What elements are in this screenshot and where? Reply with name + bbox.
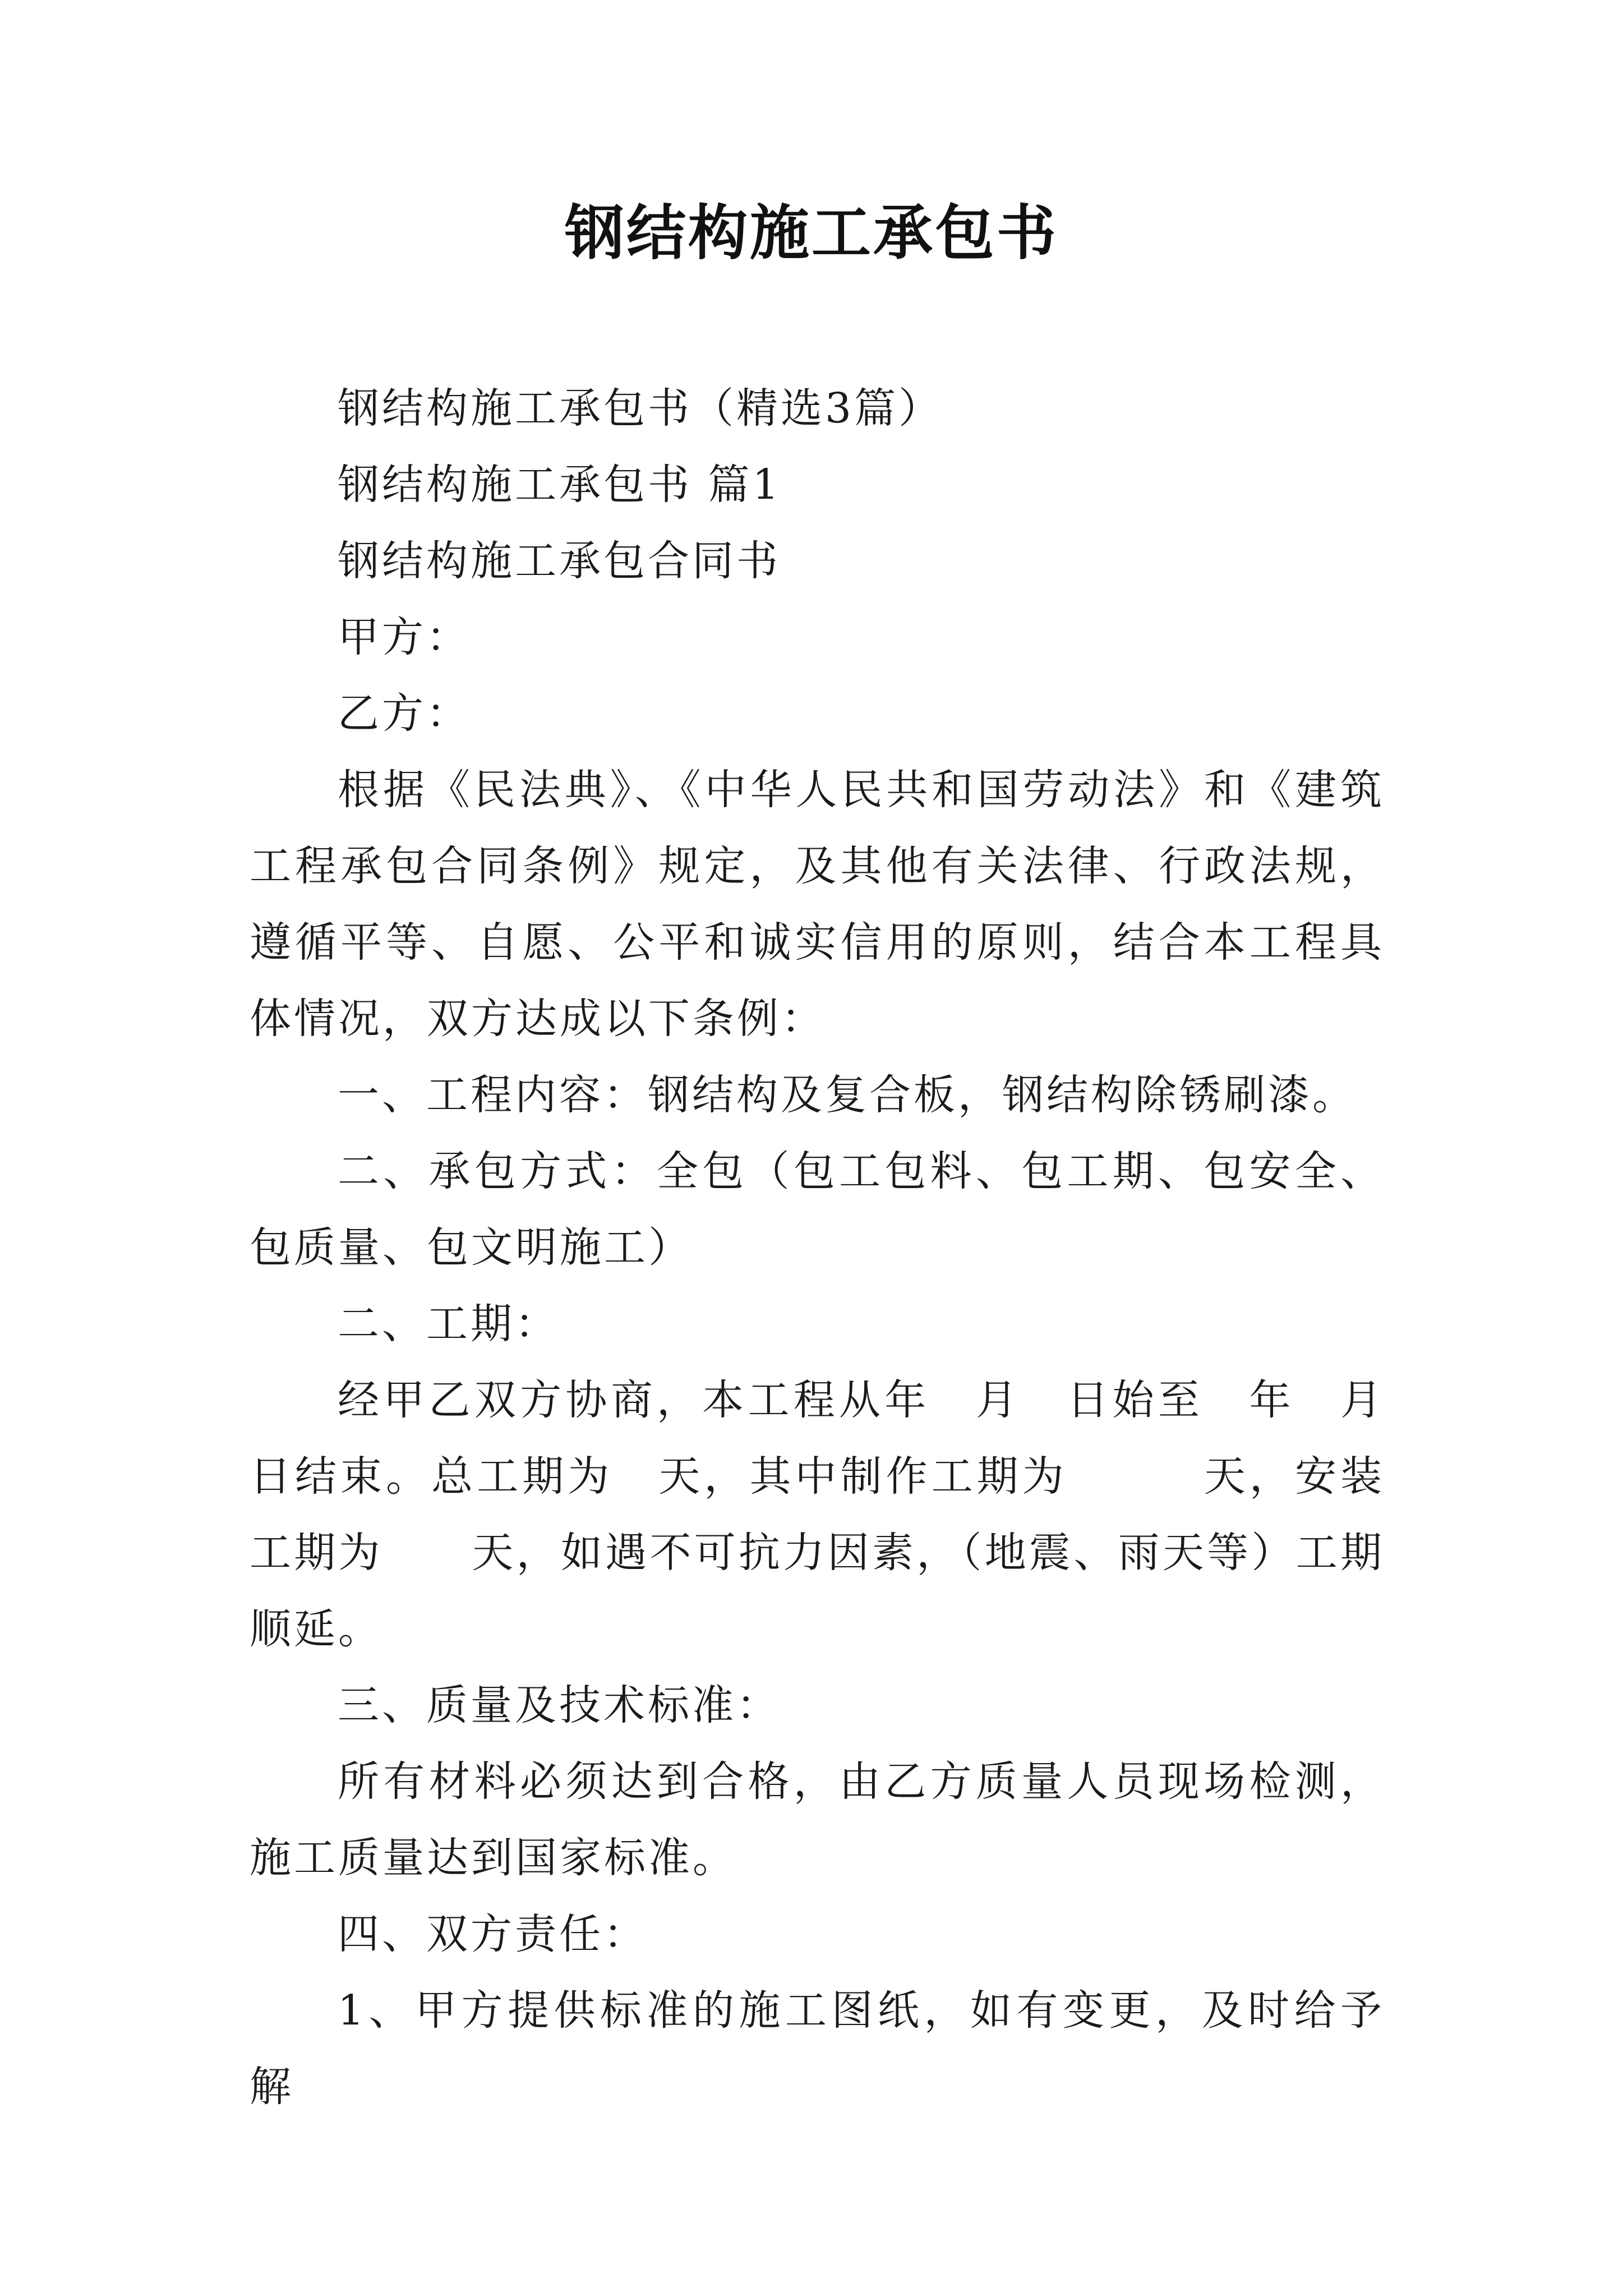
paragraph-subtitle: 钢结构施工承包书（精选3篇） — [338, 384, 943, 432]
paragraph-quality-heading: 三、质量及技术标准： — [338, 1681, 781, 1729]
paragraph-party-a: 甲方： — [338, 613, 471, 661]
paragraph-quality: 所有材料必须达到合格，由乙方质量人员现场检测，施工质量达到国家标准。 — [250, 1757, 1385, 1882]
document-title: 钢结构施工承包书 — [565, 197, 1058, 268]
document-body — [250, 370, 1429, 2125]
paragraph-responsibility-1: 1、甲方提供标准的施工图纸，如有变更，及时给予解 — [250, 1986, 1385, 2111]
paragraph-legal-basis: 根据《民法典》、《中华人民共和国劳动法》和《建筑工程承包合同条例》规定，及其他有关法律、行政法规，遵循平等、自愿、公平和诚实信用的原则，结合本工程具体情况，双方达成以下条例： — [250, 766, 1385, 1043]
paragraph-scope: 一、工程内容：钢结构及复合板，钢结构除锈刷漆。 — [338, 1071, 1357, 1119]
paragraph-schedule: 经甲乙双方协商，本工程从年 月 日始至 年 月 日结束。总工期为 天，其中制作工期为 天，安装工期为 天，如遇不可抗力因素，（地震、雨天等）工期顺延。 — [250, 1376, 1429, 1653]
paragraph-responsibility-heading: 四、双方责任： — [338, 1910, 648, 1958]
paragraph-schedule-heading: 二、工期： — [338, 1300, 559, 1348]
paragraph-party-b: 乙方： — [338, 689, 471, 738]
paragraph-contract-mode: 二、承包方式：全包（包工包料、包工期、包安全、包质量、包文明施工） — [250, 1147, 1385, 1272]
paragraph-contract-title: 钢结构施工承包合同书 — [338, 537, 781, 585]
paragraph-section-heading: 钢结构施工承包书 篇1 — [338, 461, 782, 509]
